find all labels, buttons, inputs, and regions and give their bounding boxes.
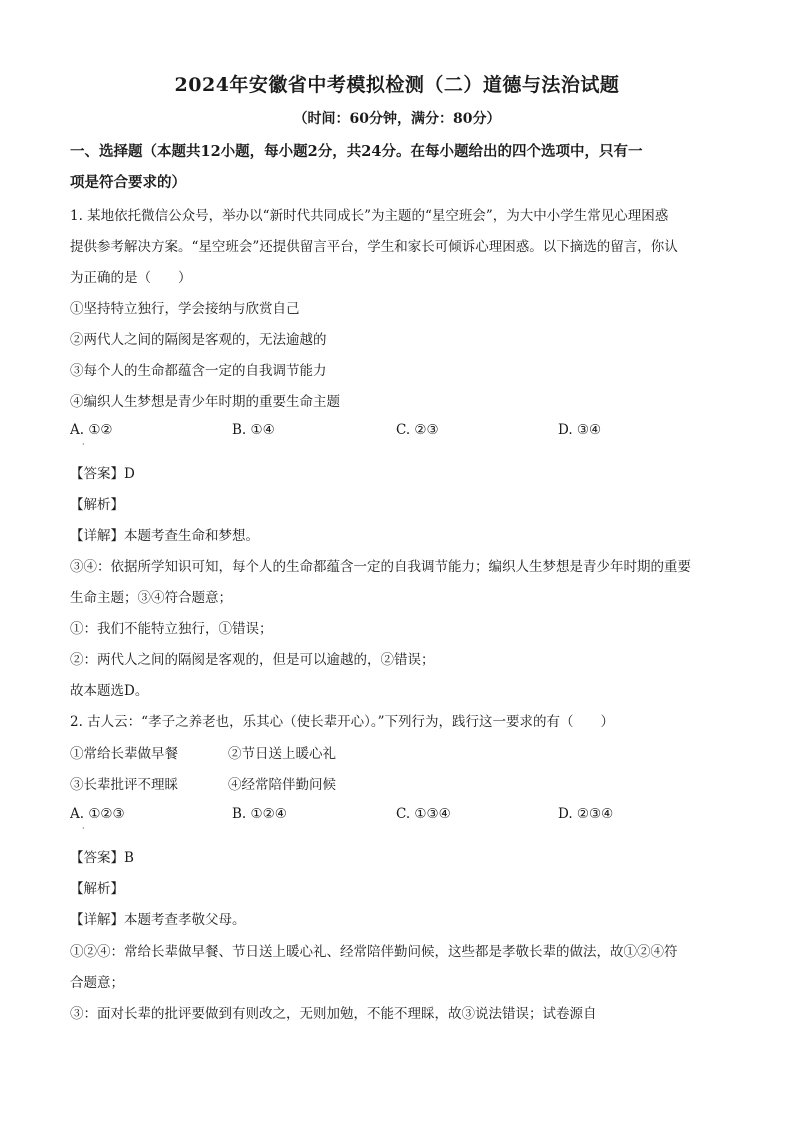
q1-stem-line-2: 提供参考解决方案。“星空班会”还提供留言平台，学生和家长可倾诉心理困惑。以下摘选的留言，你认 xyxy=(70,239,678,255)
q1-option-a: A. ①② xyxy=(70,422,113,438)
q1-stem-line-1: 1. 某地依托微信公众号，举办以“新时代共同成长”为主题的“星空班会”，为大中小学生常见心理困惑 xyxy=(70,208,669,224)
q2-explanation-2: ③：面对长辈的批评要做到有则改之，无则加勉，不能不理睬，故③说法错误；试卷源自 xyxy=(70,1006,597,1022)
section-heading-line-2: 项是符合要求的） xyxy=(70,174,186,191)
q1-explanation-2: ①：我们不能特立独行，①错误； xyxy=(70,621,273,637)
q2-analysis-label: 【解析】 xyxy=(70,881,124,897)
q2-stem: 2. 古人云：“孝子之养老也，乐其心（使长辈开心）。”下列行为，践行这一要求的有（ ） xyxy=(70,714,614,730)
q2-item-2: ②节日送上暖心礼 xyxy=(228,746,336,762)
stray-dot: · xyxy=(82,824,85,833)
section-heading-line-1: 一、选择题（本题共12小题，每小题2分，共24分。在每小题给出的四个选项中，只有一 xyxy=(70,143,643,160)
q1-item-2: ②两代人之间的隔阂是客观的，无法逾越的 xyxy=(70,332,327,348)
q1-detail: 【详解】本题考查生命和梦想。 xyxy=(70,528,259,544)
q1-option-c: C. ②③ xyxy=(396,422,439,438)
q1-option-d: D. ③④ xyxy=(558,422,602,438)
q2-explanation-1b: 合题意； xyxy=(70,975,124,991)
q1-explanation-3: ②：两代人之间的隔阂是客观的，但是可以逾越的，②错误； xyxy=(70,652,435,668)
q1-item-4: ④编织人生梦想是青少年时期的重要生命主题 xyxy=(70,394,340,410)
stray-dot: · xyxy=(82,440,85,449)
page-title: 2024年安徽省中考模拟检测（二）道德与法治试题 xyxy=(174,74,620,96)
q1-explanation-1b: 生命主题；③④符合题意； xyxy=(70,590,232,606)
q2-item-3: ③长辈批评不理睬 xyxy=(70,777,178,793)
page-subtitle: （时间：60分钟，满分：80分） xyxy=(293,111,501,127)
q2-item-1: ①常给长辈做早餐 xyxy=(70,746,178,762)
q1-option-b: B. ①④ xyxy=(232,422,275,438)
q2-option-b: B. ①②④ xyxy=(232,806,287,822)
q1-explanation-1a: ③④：依据所学知识可知，每个人的生命都蕴含一定的自我调节能力；编织人生梦想是青少年时期的重要 xyxy=(70,559,691,575)
q1-item-3: ③每个人的生命都蕴含一定的自我调节能力 xyxy=(70,363,327,379)
q2-detail: 【详解】本题考查孝敬父母。 xyxy=(70,912,246,928)
q1-answer: 【答案】D xyxy=(70,466,135,482)
q1-analysis-label: 【解析】 xyxy=(70,497,124,513)
q2-option-d: D. ②③④ xyxy=(558,806,614,822)
q1-item-1: ①坚持特立独行，学会接纳与欣赏自己 xyxy=(70,301,300,317)
q2-item-4: ④经常陪伴勤问候 xyxy=(228,777,336,793)
q2-explanation-1a: ①②④：常给长辈做早餐、节日送上暖心礼、经常陪伴勤问候，这些都是孝敬长辈的做法，故①②④符 xyxy=(70,944,678,960)
q1-conclusion: 故本题选D。 xyxy=(70,683,149,699)
q2-option-a: A. ①②③ xyxy=(70,806,125,822)
q1-stem-line-3: 为正确的是（ ） xyxy=(70,270,192,286)
q2-answer: 【答案】B xyxy=(70,850,134,866)
q2-option-c: C. ①③④ xyxy=(396,806,451,822)
